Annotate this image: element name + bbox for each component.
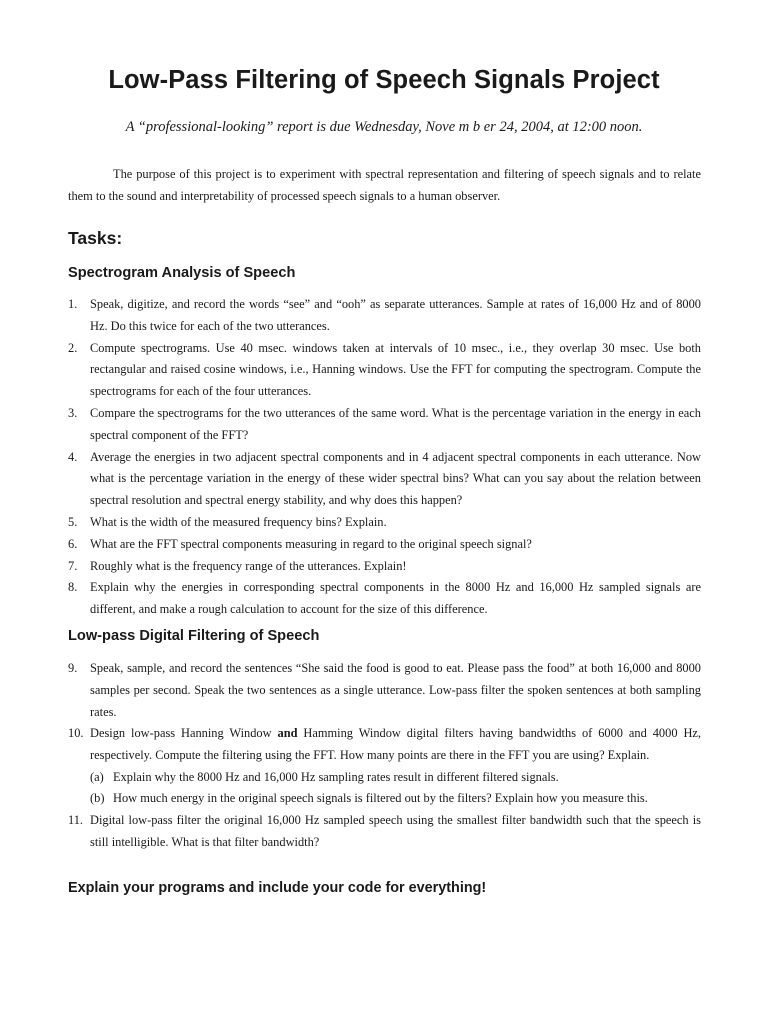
lowpass-task-list (68, 658, 701, 854)
tasks-heading: Tasks: (68, 228, 123, 248)
item-text: What are the FFT spectral components measuring in regard to the original speech signal? (90, 536, 532, 551)
sub-item-text: Explain why the 8000 Hz and 16,000 Hz sampling rates result in different filtered signals. (113, 769, 559, 784)
item-number: 7. (68, 558, 78, 573)
item-number: 6. (68, 536, 78, 551)
list-item (68, 403, 701, 447)
sub-item-a (68, 767, 701, 789)
item-number: 9. (68, 661, 78, 675)
item-number: 4. (68, 449, 78, 464)
item-number: 8. (68, 580, 78, 595)
item-text: Roughly what is the frequency range of the utterances. Explain! (90, 558, 407, 573)
item-text: Speak, digitize, and record the words “see” and “ooh” as separate utterances. Sample at rates of 16,000 Hz and of 8000 Hz. Do this twice for each of the two utterances. (90, 297, 701, 333)
item-number: 2. (68, 340, 78, 355)
item-number: 1. (68, 297, 78, 311)
list-item (68, 577, 701, 621)
closing-note: Explain your programs and include your code for everything! (68, 880, 487, 896)
spectrogram-task-list (68, 294, 701, 621)
item-text: Speak, sample, and record the sentences “She said the food is good to eat. Please pass the food” at both 16,000 and 8000 samples per second. Speak the two sentences as a single utterance. Low-pass filter the spoken sentences at both sampling rates. (90, 661, 701, 719)
sub-item-label: (a) (90, 769, 104, 784)
item-text: Compute spectrograms. Use 40 msec. windows taken at intervals of 10 msec., i.e., they overlap 30 msec. Use both rectangular and raised cosine windows, i.e., Hanning windows. Use the FFT for computing the spectrogram. Compute the spectrograms for each of the four utterances. (90, 340, 701, 399)
purpose-paragraph: The purpose of this project is to experiment with spectral representation and filtering of speech signals and to relate them to the sound and interpretability of processed speech signals to a human observer. (68, 167, 701, 203)
item-text: Digital low-pass filter the original 16,000 Hz sampled speech using the smallest filter bandwidth such that the speech is still intelligible. What is that filter bandwidth? (90, 812, 701, 849)
list-item (68, 447, 701, 512)
item-text-b: Hamming Window digital filters having bandwidths of 6000 and 4000 Hz, respectively. Compute the filtering using the FFT. How many points are there in the FFT you are using? Explain. (90, 726, 701, 763)
item-text: Compare the spectrograms for the two utterances of the same word. What is the percentage variation in the energy in each spectral component of the FFT? (90, 405, 701, 442)
sub-item-label: (b) (90, 791, 105, 806)
item-text-emphasis: and (277, 726, 298, 741)
section-heading-lowpass: Low-pass Digital Filtering of Speech (68, 628, 320, 644)
sub-item-text: How much energy in the original speech signals is filtered out by the filters? Explain how you measure this. (113, 791, 648, 806)
list-item (68, 534, 701, 556)
item-text: Explain why the energies in corresponding spectral components in the 8000 Hz and 16,000 Hz sampled signals are different, and make a rough calculation to account for the size of this difference. (90, 580, 701, 617)
item-number: 11. (68, 812, 84, 827)
item-number: 5. (68, 514, 78, 529)
section-heading-spectrogram: Spectrogram Analysis of Speech (68, 265, 296, 281)
item-text: What is the width of the measured frequency bins? Explain. (90, 514, 387, 529)
list-item (68, 338, 701, 403)
due-date-line: A “professional-looking” report is due Wednesday, Nove m b er 24, 2004, at 12:00 noon. (125, 119, 643, 135)
item-text-a: Design low-pass Hanning Window (90, 726, 278, 741)
list-item (68, 658, 701, 723)
item-text: Average the energies in two adjacent spectral components and in 4 adjacent spectral components in each utterance. Now what is the percentage variation in the energy of these wider spectral bins? What can you say about the relation between spectral resolution and spectral energy stability, and why does this happen? (90, 449, 701, 508)
list-item (68, 512, 701, 534)
list-item (68, 723, 701, 767)
item-number: 3. (68, 405, 78, 420)
page-title: Low-Pass Filtering of Speech Signals Project (108, 66, 660, 94)
list-item (68, 556, 701, 578)
list-item (68, 294, 701, 338)
sub-item-b (68, 788, 701, 810)
item-number: 10. (68, 726, 84, 741)
list-item (68, 810, 701, 854)
